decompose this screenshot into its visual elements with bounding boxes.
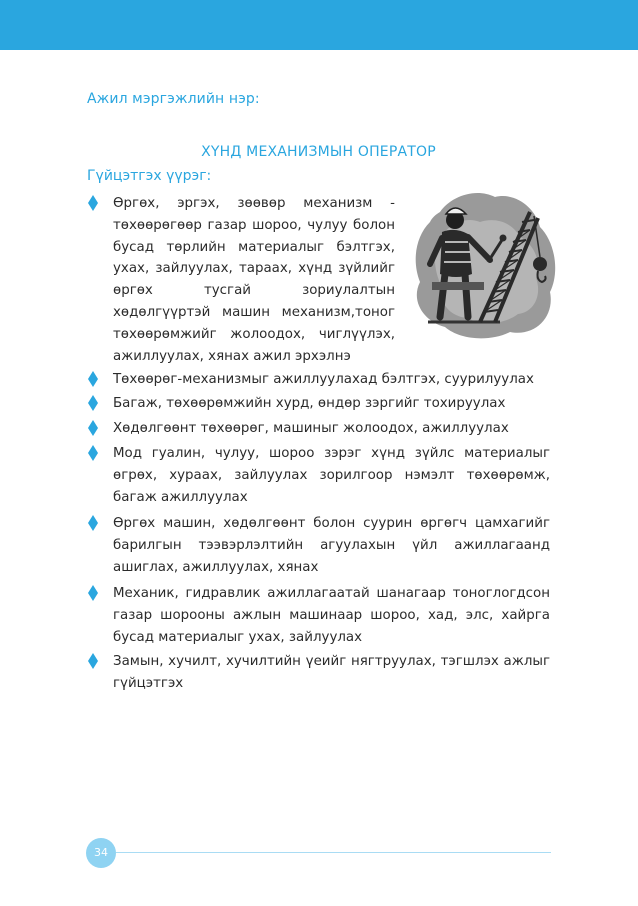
diamond-bullet-icon [87,419,101,437]
diamond-bullet-icon [87,194,101,212]
list-item-text: Хөдөлгөөнт төхөөрөг, машиныг жолоодох, ажиллуулах [113,421,509,436]
footer-divider [116,852,551,853]
list-item-text: Төхөөрөг-механизмыг ажиллуулахад бэлтгэх, суурилуулах [113,372,534,387]
diamond-bullet-icon [87,370,101,388]
list-item-text: Мод гуалин, чулуу, шороо зэрэг хүнд зүйлс материалыг өгрөх, хураах, зайлуулах зорилгоор нэмэлт төхөөрөмж, багаж ажиллуулах [113,446,550,505]
list-item-text: Өргөх, эргэх, зөөвөр механизм - төхөөрөгөөр газар шороо, чулуу болон бусад төрлийн материалыг бэлтгэх, ухах, зайлуулах, тараах, хүнд зүйлийг өргөх тусгай зориулалтын хөдөлгүүртэй машин механизм,тоног төхөөрөмжийг жолоодох, чиглүүлэх, ажиллуулах, хянах ажил эрхэлнэ [113,196,395,364]
duties-label: Гүйцэтгэх үүрэг: [87,168,212,184]
diamond-bullet-icon [87,514,101,532]
job-title: ХҮНД МЕХАНИЗМЫН ОПЕРАТОР [201,144,436,160]
section-label: Ажил мэргэжлийн нэр: [87,91,260,107]
diamond-bullet-icon [87,584,101,602]
page-number: 34 [94,846,108,859]
list-item-text: Механик, гидравлик ажиллагаатай шанагаар тоноглогдсон газар шорооны ажлын машинаар шороо, хад, элс, хайрга бусад материалыг ухах, зайлуулах [113,586,550,645]
diamond-bullet-icon [87,652,101,670]
list-item-text: Багаж, төхөөрөмжийн хурд, өндөр зэргийг тохируулах [113,396,506,411]
diamond-bullet-icon [87,394,101,412]
header-band [0,0,638,50]
crane-operator-illustration [410,182,560,342]
diamond-bullet-icon [87,444,101,462]
list-item-text: Замын, хучилт, хучилтийн үеийг нягтруулах, тэгшлэх ажлыг гүйцэтгэх [113,654,550,691]
list-item-text: Өргөх машин, хөдөлгөөнт болон суурин өргөгч цамхагийг барилгын тээвэрлэлтийн агуулахын үйл ажиллагаанд ашиглах, ажиллуулах, хянах [113,516,550,575]
